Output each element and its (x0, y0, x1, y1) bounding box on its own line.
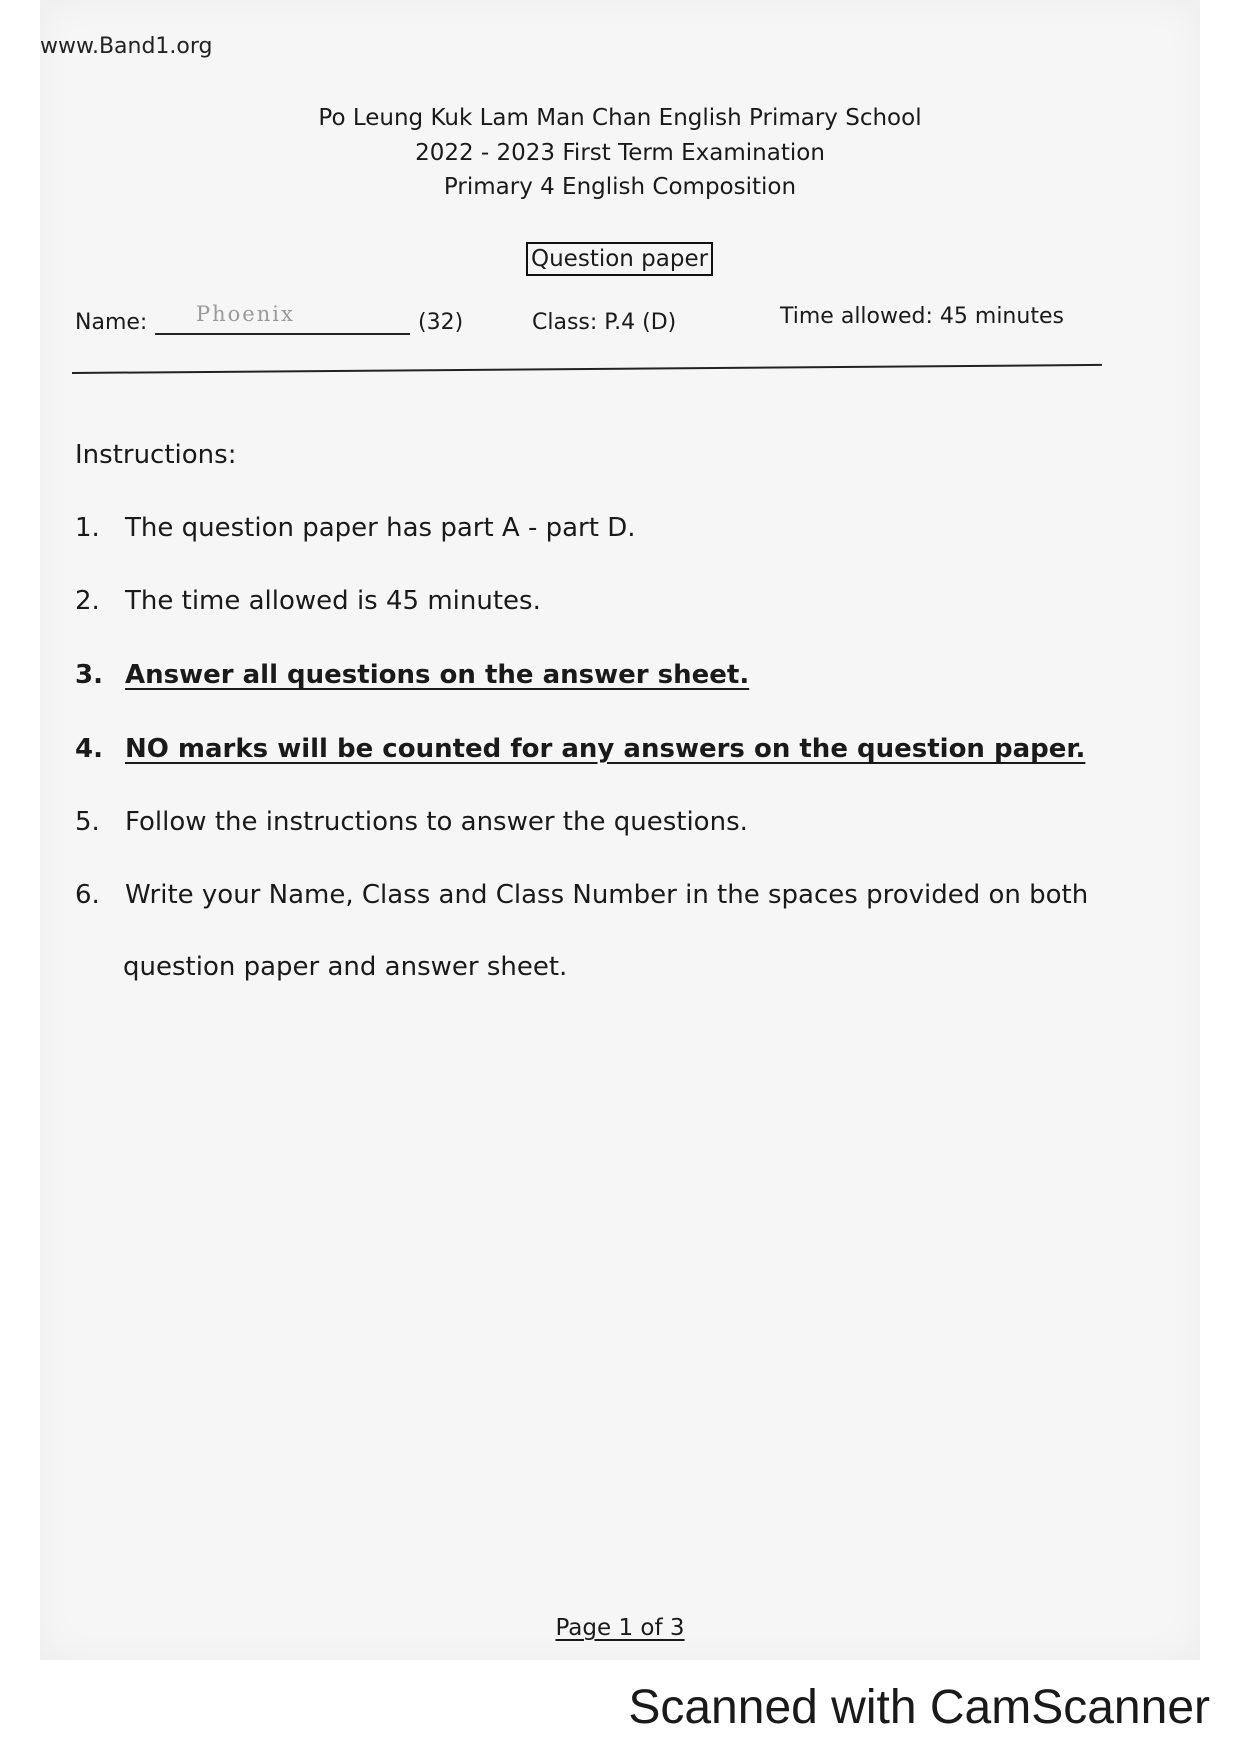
instruction-number: 2. (75, 586, 100, 616)
name-label: Name: (75, 310, 148, 335)
instruction-text: The question paper has part A - part D. (125, 513, 636, 543)
instruction-number: 1. (75, 513, 100, 543)
instruction-text-continued: question paper and answer sheet. (123, 952, 568, 982)
instructions-title: Instructions: (75, 440, 237, 470)
name-value: Phoenix (196, 302, 295, 326)
school-name: Po Leung Kuk Lam Man Chan English Primary School (318, 105, 922, 131)
time-allowed: Time allowed: 45 minutes (780, 304, 1064, 329)
class-label: Class: P.4 (D) (532, 310, 677, 335)
instruction-text: Follow the instructions to answer the questions. (125, 807, 748, 837)
instruction-number: 4. (75, 734, 103, 764)
instruction-number: 5. (75, 807, 100, 837)
scanner-watermark: Scanned with CamScanner (628, 1681, 1210, 1734)
instruction-text: Answer all questions on the answer sheet. (125, 660, 750, 690)
question-paper-badge: Question paper (526, 242, 713, 276)
exam-title: 2022 - 2023 First Term Examination (415, 140, 825, 166)
instruction-number: 6. (75, 880, 100, 910)
page-number: Page 1 of 3 (555, 1615, 685, 1641)
instruction-text: Write your Name, Class and Class Number in the spaces provided on both (125, 880, 1089, 910)
subject-title: Primary 4 English Composition (443, 174, 797, 200)
instruction-text: The time allowed is 45 minutes. (125, 586, 541, 616)
instruction-number: 3. (75, 660, 103, 690)
class-number: (32) (418, 310, 464, 335)
site-watermark: www.Band1.org (40, 34, 213, 59)
name-underline (155, 333, 410, 335)
instruction-text: NO marks will be counted for any answers on the question paper. (125, 734, 1086, 764)
